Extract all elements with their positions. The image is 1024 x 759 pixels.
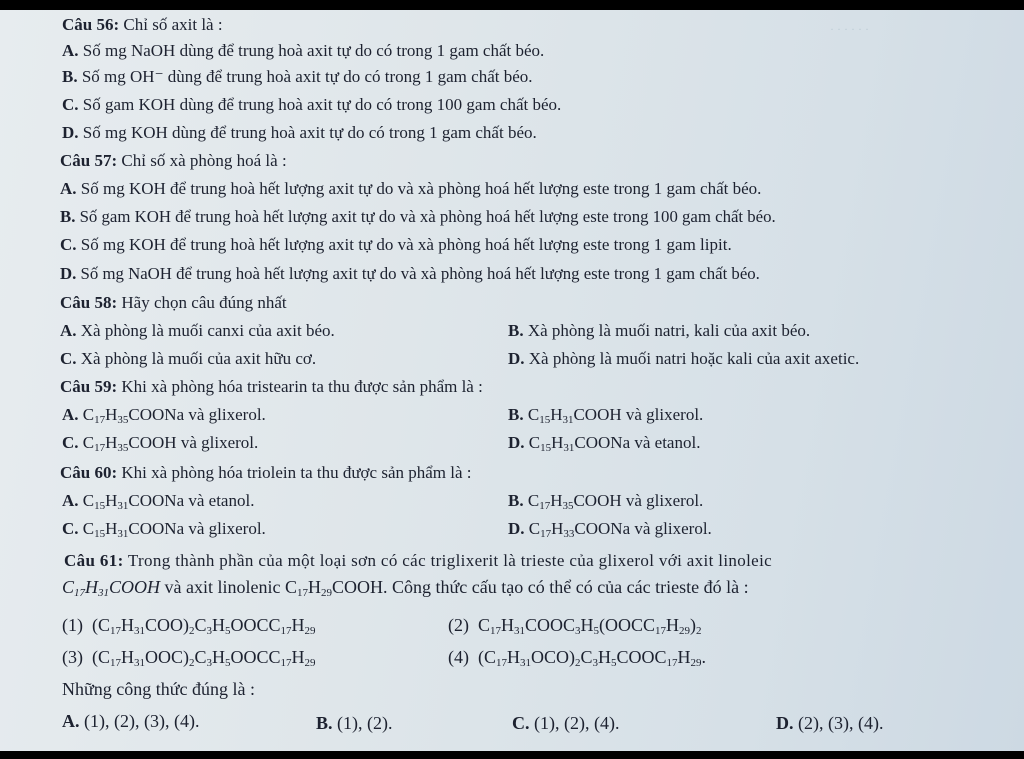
q60-option-a: A. $C_{15}H_{31}COONa$ và etanol. (62, 491, 255, 512)
q56-option-a: A. Số mg NaOH dùng để trung hoà axit tự do có trong 1 gam chất béo. (62, 41, 545, 60)
q58-option-d: D. Xà phòng là muối natri hoặc kali của axit axetic. (508, 349, 860, 368)
q58-stem: Câu 58: Hãy chọn câu đúng nhất (60, 293, 287, 312)
q59-option-a: A. $C_{17}H_{35}COONa$ và glixerol. (62, 405, 266, 426)
q56-stem: Câu 56: Chỉ số axit là : (62, 15, 223, 34)
q61-option-a: A. (1), (2), (3), (4). (62, 711, 200, 731)
q59-option-b: B. $C_{15}H_{31}COOH$ và glixerol. (508, 405, 704, 426)
q56-option-d: D. Số mg KOH dùng để trung hoà axit tự do có trong 1 gam chất béo. (62, 123, 537, 142)
q61-option-b: B. (1), (2). (316, 713, 393, 733)
q61-option-c: C. (1), (2), (4). (512, 713, 620, 733)
q61-stem-line1: Câu 61: Trong thành phần của một loại sơn có các triglixerit là trieste của glixerol với axit linoleic (64, 551, 773, 570)
exam-page (0, 10, 1024, 751)
q60-option-c: C. $C_{15}H_{31}COONa$ và glixerol. (62, 519, 266, 540)
q60-stem: Câu 60: Khi xà phòng hóa triolein ta thu được sản phẩm là : (60, 463, 472, 482)
q59-option-c: C. $C_{17}H_{35}COOH$ và glixerol. (62, 433, 259, 454)
q56-option-c: C. Số gam KOH dùng để trung hoà axit tự do có trong 100 gam chất béo. (62, 95, 562, 114)
q61-option-d: D. (2), (3), (4). (776, 713, 884, 733)
q56-option-b: B. Số mg OH⁻ dùng để trung hoà axit tự do có trong 1 gam chất béo. (62, 67, 533, 86)
q57-option-c: C. Số mg KOH để trung hoà hết lượng axit tự do và xà phòng hoá hết lượng este trong 1 gam lipit. (60, 235, 732, 254)
q59-stem: Câu 59: Khi xà phòng hóa tristearin ta thu được sản phẩm là : (60, 377, 483, 396)
q61-formula-4: (4) $(C_{17}H_{31}OCO)_2C_3H_5COOC_{17}H_{29}$. (448, 647, 707, 669)
q57-option-a: A. Số mg KOH để trung hoà hết lượng axit tự do và xà phòng hoá hết lượng este trong 1 gam chất béo. (60, 179, 762, 198)
q59-option-d: D. $C_{15}H_{31}COONa$ và etanol. (508, 433, 701, 454)
q61-prompt: Những công thức đúng là : (62, 679, 255, 699)
q61-formula-3: (3) $(C_{17}H_{31}OOC)_2C_3H_5OOCC_{17}H_{29}$ (62, 647, 316, 669)
q57-stem: Câu 57: Chỉ số xà phòng hoá là : (60, 151, 287, 170)
q60-option-b: B. $C_{17}H_{35}COOH$ và glixerol. (508, 491, 704, 512)
q57-option-b: B. Số gam KOH để trung hoà hết lượng axit tự do và xà phòng hoá hết lượng este trong 100 gam chất béo. (60, 207, 776, 226)
q60-option-d: D. $C_{17}H_{33}COONa$ và glixerol. (508, 519, 712, 540)
q61-stem-line2: $C_{17}H_{31}COOH$ và axit linolenic $C_{17}H_{29}COOH$. Công thức cấu tạo có thể có của các trieste đó là : (62, 577, 749, 599)
q61-formula-2: (2) $C_{17}H_{31}COOC_3H_5(OOCC_{17}H_{29})_2$ (448, 615, 702, 637)
q58-option-b: B. Xà phòng là muối natri, kali của axit béo. (508, 321, 811, 340)
q58-option-c: C. Xà phòng là muối của axit hữu cơ. (60, 349, 317, 368)
q61-formula-1: (1) $(C_{17}H_{31}COO)_2C_3H_5OOCC_{17}H_{29}$ (62, 615, 316, 637)
bleed-through-text: · · · · · · (830, 22, 869, 36)
q58-option-a: A. Xà phòng là muối canxi của axit béo. (60, 321, 335, 340)
q57-option-d: D. Số mg NaOH để trung hoà hết lượng axit tự do và xà phòng hoá hết lượng este trong 1 gam chất béo. (60, 264, 760, 283)
